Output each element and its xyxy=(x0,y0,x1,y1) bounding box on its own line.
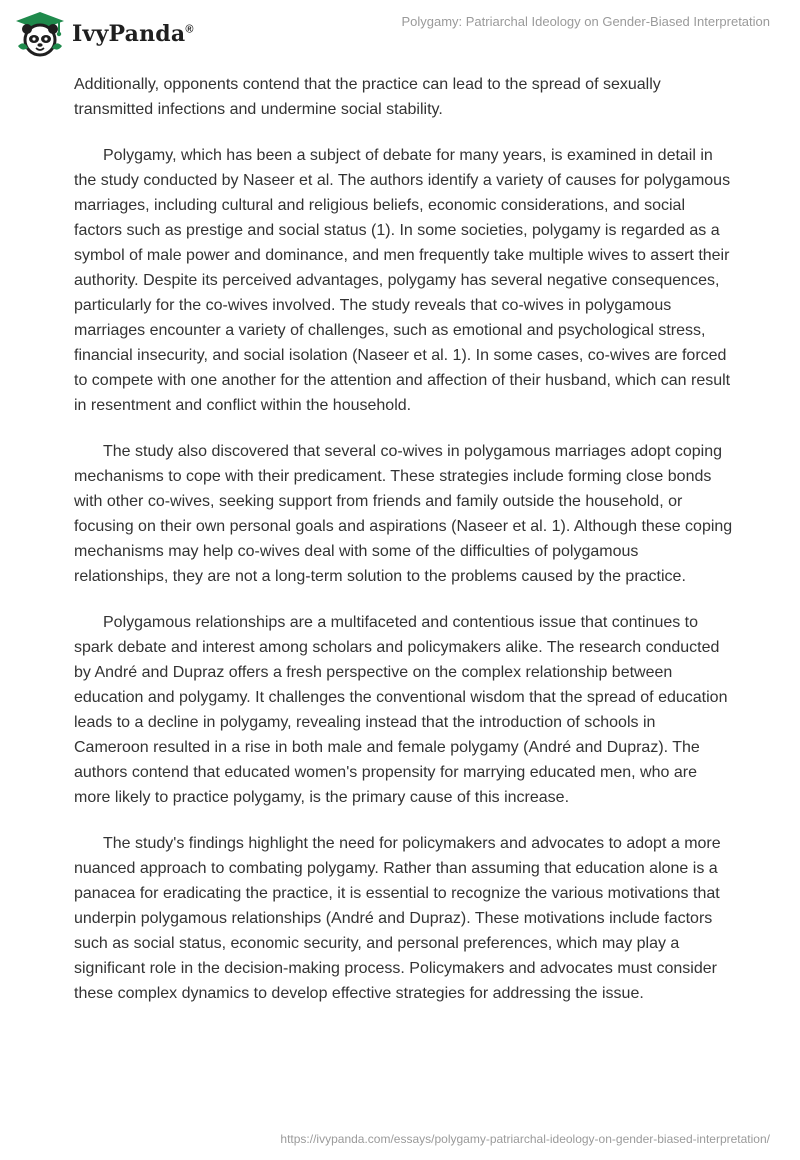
paragraph-2: Polygamy, which has been a subject of debate for many years, is examined in detail in the study conducted by Naseer et al. The authors identify a variety of causes for polygamous marriages, including cultural and religious beliefs, economic considerations, and social factors such as prestige and social status (1). In some societies, polygamy is regarded as a symbol of male power and dominance, and men frequently take multiple wives to assert their authority. Despite its perceived advantages, polygamy has several negative consequences, particularly for the co-wives involved. The study reveals that co-wives in polygamous marriages encounter a variety of challenges, such as emotional and psychological stress, financial insecurity, and social isolation (Naseer et al. 1). In some cases, co-wives are forced to compete with one another for the attention and affection of their husband, which can result in resentment and conflict within the household. xyxy=(74,147,731,414)
logo-name: IvyPanda xyxy=(72,21,186,47)
document-title: Polygamy: Patriarchal Ideology on Gender-Biased Interpretation xyxy=(401,14,770,29)
page-header xyxy=(0,0,800,70)
essay-body xyxy=(74,72,734,1027)
paragraph-1: Additionally, opponents contend that the practice can lead to the spread of sexually transmitted infections and undermine social stability. xyxy=(74,76,661,118)
logo-registered-mark: ® xyxy=(185,23,194,36)
panda-graduate-icon xyxy=(14,10,66,58)
logo-wordmark xyxy=(72,21,194,47)
paragraph-3: The study also discovered that several co-wives in polygamous marriages adopt coping mechanisms to cope with their predicament. These strategies include forming close bonds with other co-wives, seeking support from friends and family outside the household, or focusing on their own personal goals and aspirations (Naseer et al. 1). Although these coping mechanisms may help co-wives deal with some of the difficulties of polygamous relationships, they are not a long-term solution to the problems caused by the practice. xyxy=(74,443,733,585)
paragraph-4: Polygamous relationships are a multifaceted and contentious issue that continues to spark debate and interest among scholars and policymakers alike. The research conducted by André and Dupraz offers a fresh perspective on the complex relationship between education and polygamy. It challenges the conventional wisdom that the spread of education leads to a decline in polygamy, revealing instead that the introduction of schools in Cameroon resulted in a rise in both male and female polygamy (André and Dupraz). The authors contend that educated women's propensity for marrying educated men, who are more likely to practice polygamy, is the primary cause of this increase. xyxy=(74,614,728,806)
ivypanda-logo[interactable] xyxy=(14,10,194,58)
paragraph-5: The study's findings highlight the need for policymakers and advocates to adopt a more nuanced approach to combating polygamy. Rather than assuming that education alone is a panacea for eradicating the practice, it is essential to recognize the various motivations that underpin polygamous relationships (André and Dupraz). These motivations include factors such as social status, economic security, and personal preferences, which may play a significant role in the decision-making process. Policymakers and advocates must consider these complex dynamics to develop effective strategies for addressing the issue. xyxy=(74,835,721,1002)
source-url[interactable]: https://ivypanda.com/essays/polygamy-patriarchal-ideology-on-gender-biased-interpretation/ xyxy=(280,1132,770,1146)
